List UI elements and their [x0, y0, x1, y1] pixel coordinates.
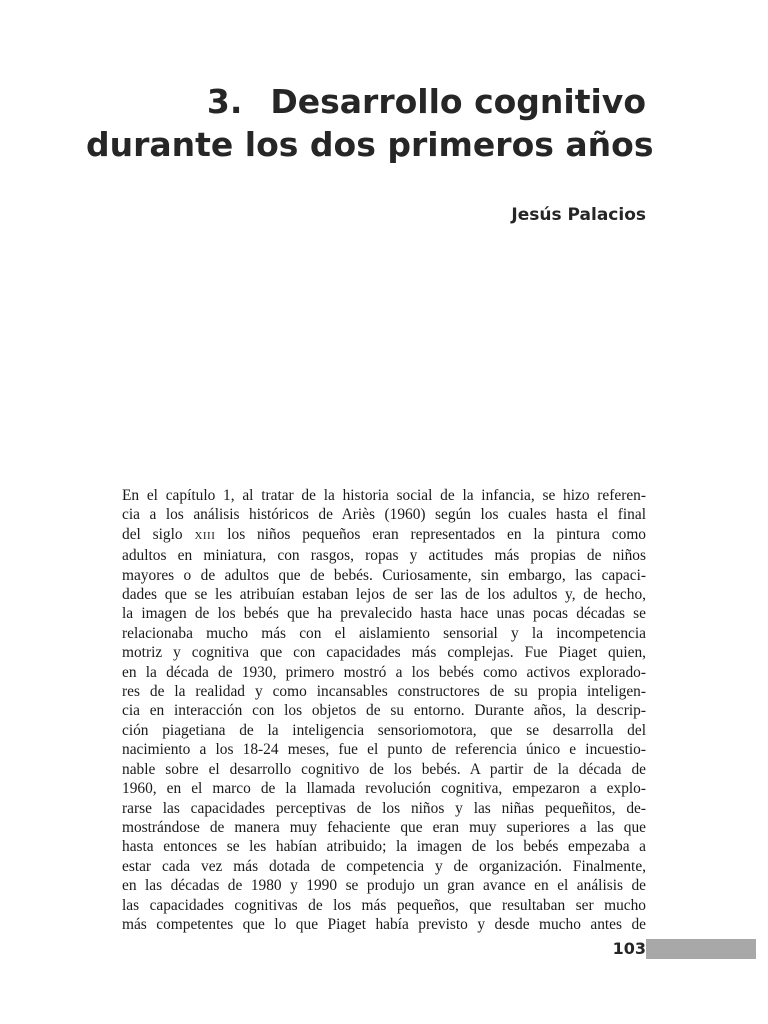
- chapter-title-line-2: durante los dos primeros años: [86, 125, 654, 164]
- body-line: en la década de 1930, primero mostró a los bebés como activos explorado-: [122, 663, 646, 681]
- body-paragraph: [122, 486, 646, 934]
- body-line: nable sobre el desarrollo cognitivo de los bebés. A partir de la década de: [122, 760, 646, 778]
- chapter-title-text-1: Desarrollo cognitivo: [270, 82, 646, 121]
- body-line: cia a los análisis históricos de Ariès (1960) según los cuales hasta el final: [122, 506, 646, 524]
- century-numeral: XIII: [194, 529, 216, 542]
- body-line: mayores o de adultos que de bebés. Curiosamente, sin embargo, las capaci-: [122, 566, 646, 584]
- page-number: 103: [606, 938, 646, 960]
- body-line: [122, 525, 646, 546]
- body-line: más competentes que lo que Piaget había previsto y desde mucho antes de: [122, 915, 646, 933]
- body-line: mostrándose de manera muy fehaciente que eran muy superiores a las que: [122, 818, 646, 836]
- body-line: estar cada vez más dotada de competencia y de organización. Finalmente,: [122, 857, 646, 875]
- body-line: hasta entonces se les habían atribuido; la imagen de los bebés empezaba a: [122, 838, 646, 856]
- body-line: cia en interacción con los objetos de su entorno. Durante años, la descrip-: [122, 702, 646, 720]
- body-line: adultos en miniatura, con rasgos, ropas y actitudes más propias de niños: [122, 547, 646, 565]
- body-line: la imagen de los bebés que ha prevalecido hasta hace unas pocas décadas se: [122, 605, 646, 623]
- author-name: Jesús Palacios: [511, 205, 646, 225]
- body-line: motriz y cognitiva que con capacidades más complejas. Fue Piaget quien,: [122, 644, 646, 662]
- body-line: En el capítulo 1, al tratar de la historia social de la infancia, se hizo referen-: [122, 487, 646, 504]
- body-line: ción piagetiana de la inteligencia sensoriomotora, que se desarrolla del: [122, 721, 646, 739]
- body-line: nacimiento a los 18-24 meses, fue el punto de referencia único e incuestio-: [122, 741, 646, 759]
- body-line: rarse las capacidades perceptivas de los niños y las niñas pequeñitos, de-: [122, 799, 646, 817]
- body-line: dades que se les atribuían estaban lejos de ser las de los adultos y, de hecho,: [122, 586, 646, 604]
- body-line-part: del siglo: [122, 525, 195, 543]
- body-line: res de la realidad y como incansables constructores de su propia inteligen-: [122, 683, 646, 701]
- chapter-title: [86, 80, 654, 166]
- body-line: 1960, en el marco de la llamada revolución cognitiva, empezaron a explo-: [122, 780, 646, 798]
- chapter-number: 3.: [206, 82, 243, 121]
- chapter-title-line-1: [86, 80, 646, 123]
- body-line: las capacidades cognitivas de los más pequeños, que resultaban ser mucho: [122, 896, 646, 914]
- body-line: en las décadas de 1980 y 1990 se produjo un gran avance en el análisis de: [122, 877, 646, 895]
- body-line-part: los niños pequeños eran representados en la pintura como: [215, 525, 646, 543]
- body-line: relacionaba mucho más con el aislamiento sensorial y la incompetencia: [122, 624, 646, 642]
